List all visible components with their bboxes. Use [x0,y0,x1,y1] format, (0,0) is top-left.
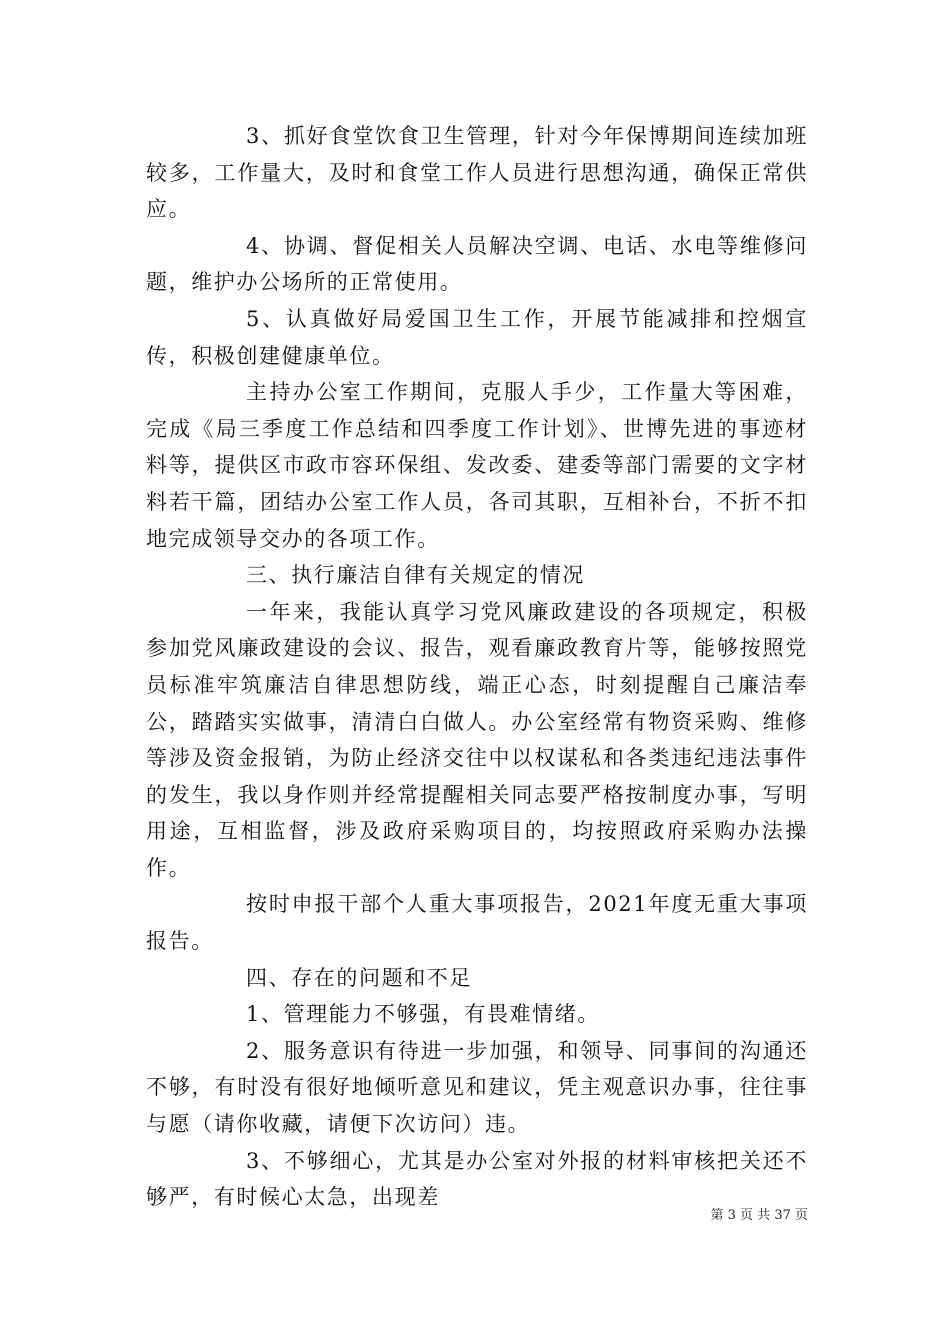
paragraph-office-work: 主持办公室工作期间，克服人手少，工作量大等困难，完成《局三季度工作总结和四季度工作计划》、世博先进的事迹材料等，提供区市政市容环保组、发改委、建委等部门需要的文字材料若干篇，团结办公室工作人员，各司其职，互相补台，不折不扣地完成领导交办的各项工作。 [146,380,808,551]
paragraph-problem-2: 2、服务意识有待进一步加强，和领导、同事间的沟通还不够，有时没有很好地倾听意见和建议，凭主观意识办事，往往事与愿（请你收藏，请便下次访问）违。 [146,1038,808,1137]
paragraph-problem-3: 3、不够细心，尤其是办公室对外报的材料审核把关还不够严，有时候心太急，出现差 [146,1148,808,1210]
document-body [146,118,808,1216]
paragraph-health-unit: 5、认真做好局爱国卫生工作，开展节能减排和控烟宣传，积极创建健康单位。 [146,306,808,368]
paragraph-integrity: 一年来，我能认真学习党风廉政建设的各项规定，积极参加党风廉政建设的会议、报告，观看廉政教育片等，能够按照党员标准牢筑廉洁自律思想防线，端正心态，时刻提醒自己廉洁奉公，踏踏实实做事，清清白白做人。办公室经常有物资采购、维修等涉及资金报销，为防止经济交往中以权谋私和各类违纪违法事件的发生，我以身作则并经常提醒相关同志要严格按制度办事，写明用途，互相监督，涉及政府采购项目的，均按照政府采购办法操作。 [146,599,808,880]
paragraph-canteen-hygiene: 3、抓好食堂饮食卫生管理，针对今年保博期间连续加班较多，工作量大，及时和食堂工作人员进行思想沟通，确保正常供应。 [146,124,808,222]
paragraph-problem-1: 1、管理能力不够强，有畏难情绪。 [246,1002,600,1027]
section-heading-problems: 四、存在的问题和不足 [246,965,472,990]
page-number: 第 3 页 共 37 页 [710,1208,808,1223]
paragraph-personal-report: 按时申报干部个人重大事项报告，2021年度无重大事项报告。 [146,892,808,954]
paragraph-maintenance: 4、协调、督促相关人员解决空调、电话、水电等维修问题，维护办公场所的正常使用。 [146,233,808,295]
section-heading-integrity: 三、执行廉洁自律有关规定的情况 [246,563,585,588]
